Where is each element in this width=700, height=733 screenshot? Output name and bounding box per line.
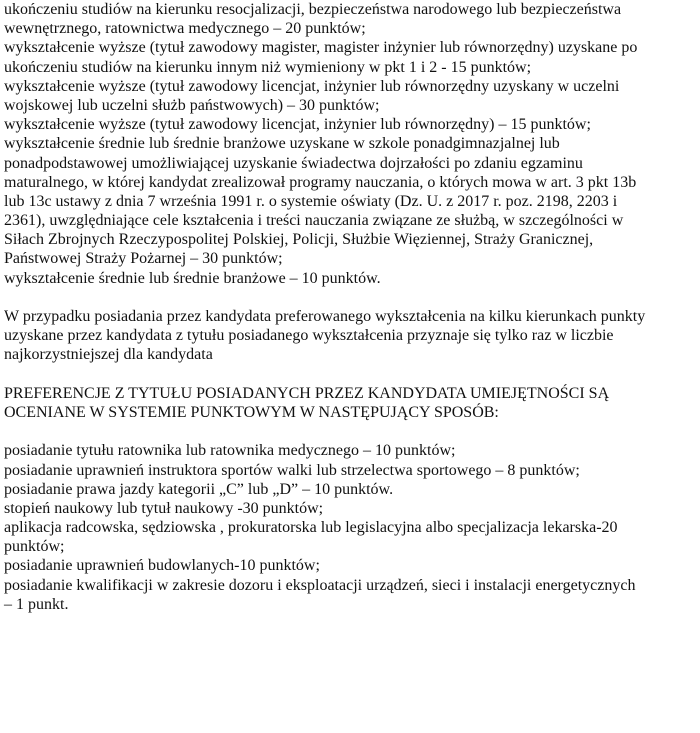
text-line: wewnętrznego, ratownictwa medycznego – 20 punktów; — [4, 20, 366, 38]
text-line: Państwowej Straży Pożarnej – 30 punktów; — [4, 250, 283, 268]
document-body — [4, 0, 694, 614]
text-line: wykształcenie średnie lub średnie branżowe – 10 punktów. — [4, 269, 381, 287]
text-line: stopień naukowy lub tytuł naukowy -30 punktów; — [4, 499, 324, 517]
text-line: wykształcenie wyższe (tytuł zawodowy licencjat, inżynier lub równorzędny) – 15 punktów; — [4, 116, 591, 134]
paragraph-gap — [4, 288, 694, 307]
text-line: posiadanie uprawnień budowlanych-10 punktów; — [4, 557, 320, 575]
skills-criteria-list — [4, 441, 694, 614]
text-line: posiadanie prawa jazdy kategorii „C” lub „D” – 10 punktów. — [4, 480, 394, 498]
paragraph-gap — [4, 365, 694, 384]
text-line: ponadpodstawowej umożliwiającej uzyskanie świadectwa dojrzałości po zdaniu egzaminu — [4, 154, 583, 172]
heading-line: OCENIANE W SYSTEMIE PUNKTOWYM W NASTĘPUJĄCY SPOSÓB: — [4, 403, 499, 421]
text-line: ukończeniu studiów na kierunku resocjalizacji, bezpieczeństwa narodowego lub bezpieczeństwa — [4, 1, 622, 18]
text-line: uzyskane przez kandydata z tytułu posiadanego wykształcenia przyznaje się tylko raz w liczbie — [4, 327, 614, 345]
text-line: wykształcenie wyższe (tytuł zawodowy magister, magister inżynier lub równorzędny) uzyskane po — [4, 39, 638, 57]
text-line: aplikacja radcowska, sędziowska , prokuratorska lub legislacyjna albo specjalizacja lekarska-20 — [4, 519, 618, 537]
text-line: punktów; — [4, 538, 65, 556]
paragraph-gap — [4, 422, 694, 441]
text-line: Siłach Zbrojnych Rzeczypospolitej Polskiej, Policji, Służbie Więziennej, Straży Granicznej, — [4, 231, 594, 249]
text-line: – 1 punkt. — [4, 595, 69, 613]
skills-heading — [4, 384, 694, 422]
text-line: ukończeniu studiów na kierunku innym niż wymieniony w pkt 1 i 2 - 15 punktów; — [4, 58, 532, 76]
text-line: posiadanie tytułu ratownika lub ratownika medycznego – 10 punktów; — [4, 442, 456, 460]
text-line: wykształcenie średnie lub średnie branżowe uzyskane w szkole ponadgimnazjalnej lub — [4, 135, 560, 153]
text-line: wykształcenie wyższe (tytuł zawodowy licencjat, inżynier lub równorzędny uzyskany w uczelni — [4, 77, 620, 95]
text-line: maturalnego, w której kandydat zrealizował programy nauczania, o których mowa w art. 3 pkt 13b — [4, 173, 637, 191]
text-line: najkorzystniejszej dla kandydata — [4, 346, 213, 364]
text-line: posiadanie kwalifikacji w zakresie dozoru i eksploatacji urządzeń, sieci i instalacji energetycznych — [4, 576, 636, 594]
text-line: lub 13c ustawy z dnia 7 września 1991 r. o systemie oświaty (Dz. U. z 2017 r. poz. 2198, 2203 i — [4, 192, 618, 210]
education-criteria-list — [4, 0, 694, 288]
text-line: posiadanie uprawnień instruktora sportów walki lub strzelectwa sportowego – 8 punktów; — [4, 461, 580, 479]
text-line: W przypadku posiadania przez kandydata preferowanego wykształcenia na kilku kierunkach punkty — [4, 308, 646, 325]
heading-line: PREFERENCJE Z TYTUŁU POSIADANYCH PRZEZ KANDYDATA UMIEJĘTNOŚCI SĄ — [4, 384, 610, 402]
text-line: wojskowej lub uczelni służb państwowych) – 30 punktów; — [4, 96, 380, 114]
text-line: 2361), uwzględniające cele kształcenia i treści nauczania związane ze służbą, w szczególności w — [4, 212, 624, 230]
education-note-paragraph — [4, 307, 694, 365]
